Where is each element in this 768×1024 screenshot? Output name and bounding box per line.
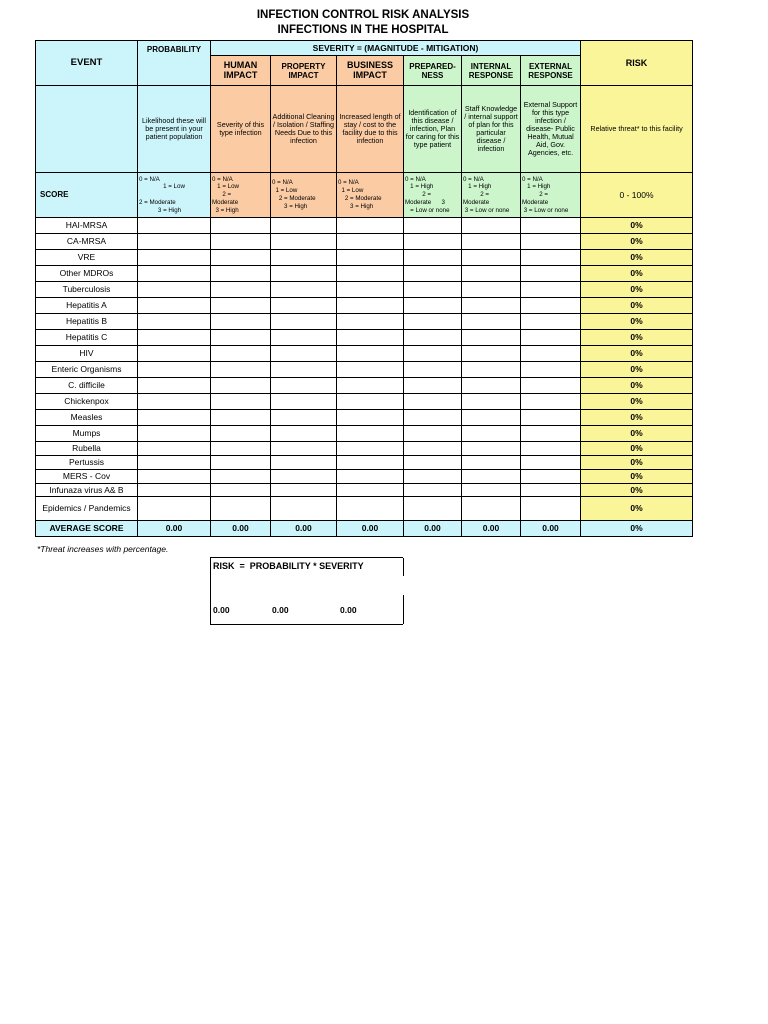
preparedness-score-cell[interactable] <box>404 234 462 250</box>
event-name: C. difficile <box>36 378 138 394</box>
risk-formula-box <box>210 557 403 625</box>
event-name: Enteric Organisms <box>36 362 138 378</box>
external-score-cell[interactable] <box>521 410 581 426</box>
property-score-cell[interactable] <box>271 426 337 442</box>
external-response-header: EXTERNAL RESPONSE <box>521 56 581 86</box>
human-score-cell[interactable] <box>211 378 271 394</box>
business-score-cell[interactable] <box>337 456 404 470</box>
property-score-cell[interactable] <box>271 218 337 234</box>
probability-score-cell[interactable] <box>138 362 211 378</box>
human-score-cell[interactable] <box>211 394 271 410</box>
average-preparedness-value: 0.00 <box>404 521 462 537</box>
probability-score-cell[interactable] <box>138 484 211 497</box>
property-score-cell[interactable] <box>271 250 337 266</box>
property-score-cell[interactable] <box>271 330 337 346</box>
business-score-cell[interactable] <box>337 282 404 298</box>
event-risk-value: 0% <box>581 410 693 426</box>
internal-score-cell[interactable] <box>462 362 521 378</box>
business-score-cell[interactable] <box>337 346 404 362</box>
business-score-cell[interactable] <box>337 378 404 394</box>
human-score-cell[interactable] <box>211 282 271 298</box>
property-score-cell[interactable] <box>271 378 337 394</box>
human-impact-header: HUMAN IMPACT <box>211 56 271 86</box>
event-name: Hepatitis C <box>36 330 138 346</box>
event-row <box>36 442 693 456</box>
internal-score-cell[interactable] <box>462 330 521 346</box>
event-name: Mumps <box>36 426 138 442</box>
probability-score-cell[interactable] <box>138 497 211 521</box>
preparedness-score-cell[interactable] <box>404 410 462 426</box>
event-row <box>36 426 693 442</box>
internal-score-cell[interactable] <box>462 266 521 282</box>
event-row <box>36 470 693 484</box>
human-score-cell[interactable] <box>211 266 271 282</box>
score-label: SCORE <box>36 173 138 218</box>
human-score-cell[interactable] <box>211 218 271 234</box>
event-risk-value: 0% <box>581 346 693 362</box>
event-name: Epidemics / Pandemics <box>36 497 138 521</box>
event-name: Hepatitis A <box>36 298 138 314</box>
event-name: VRE <box>36 250 138 266</box>
internal-response-header: INTERNAL RESPONSE <box>462 56 521 86</box>
preparedness-score-cell[interactable] <box>404 218 462 234</box>
average-internal-value: 0.00 <box>462 521 521 537</box>
business-score-cell[interactable] <box>337 497 404 521</box>
external-score-cell[interactable] <box>521 298 581 314</box>
business-score-cell[interactable] <box>337 234 404 250</box>
external-score-cell[interactable] <box>521 314 581 330</box>
preparedness-score-cell[interactable] <box>404 266 462 282</box>
severity-header: SEVERITY = (MAGNITUDE - MITIGATION) <box>211 41 581 56</box>
event-row <box>36 330 693 346</box>
business-score-cell[interactable] <box>337 266 404 282</box>
document-title: INFECTION CONTROL RISK ANALYSIS <box>256 9 470 21</box>
property-score-cell[interactable] <box>271 234 337 250</box>
internal-score-cell[interactable] <box>462 484 521 497</box>
external-score-cell[interactable] <box>521 362 581 378</box>
property-score-cell[interactable] <box>271 266 337 282</box>
event-risk-value: 0% <box>581 484 693 497</box>
human-score-cell[interactable] <box>211 442 271 456</box>
event-row <box>36 250 693 266</box>
business-score-cell[interactable] <box>337 484 404 497</box>
property-score-cell[interactable] <box>271 394 337 410</box>
preparedness-score-cell[interactable] <box>404 282 462 298</box>
probability-score-cell[interactable] <box>138 394 211 410</box>
external-score-cell[interactable] <box>521 394 581 410</box>
business-score-cell[interactable] <box>337 410 404 426</box>
formula-value-probability: 0.00 <box>272 605 289 615</box>
event-risk-value: 0% <box>581 314 693 330</box>
external-score-cell[interactable] <box>521 442 581 456</box>
event-risk-value: 0% <box>581 250 693 266</box>
event-name: Infunaza virus A& B <box>36 484 138 497</box>
event-header: EVENT <box>36 41 138 86</box>
preparedness-score-cell[interactable] <box>404 330 462 346</box>
event-risk-value: 0% <box>581 234 693 250</box>
property-score-cell[interactable] <box>271 484 337 497</box>
preparedness-description: Identification of this disease / infection, Plan for caring for this type patient <box>404 86 462 173</box>
internal-score-cell[interactable] <box>462 298 521 314</box>
event-risk-value: 0% <box>581 330 693 346</box>
preparedness-score-cell[interactable] <box>404 298 462 314</box>
event-row <box>36 497 693 521</box>
human-score-cell[interactable] <box>211 484 271 497</box>
external-score-cell[interactable] <box>521 330 581 346</box>
event-row <box>36 456 693 470</box>
preparedness-score-cell[interactable] <box>404 484 462 497</box>
business-score-cell[interactable] <box>337 442 404 456</box>
event-row <box>36 266 693 282</box>
external-score-cell[interactable] <box>521 346 581 362</box>
external-response-description: External Support for this type infection / disease- Public Health, Mutual Aid, Gov. Agencies, etc. <box>521 86 581 173</box>
internal-score-cell[interactable] <box>462 378 521 394</box>
human-score-cell[interactable] <box>211 234 271 250</box>
external-score-cell[interactable] <box>521 456 581 470</box>
internal-score-cell[interactable] <box>462 410 521 426</box>
event-row <box>36 298 693 314</box>
event-name: Other MDROs <box>36 266 138 282</box>
probability-score-cell[interactable] <box>138 470 211 484</box>
internal-score-cell[interactable] <box>462 470 521 484</box>
event-row <box>36 218 693 234</box>
internal-score-cell[interactable] <box>462 497 521 521</box>
external-response-scale: 0 = N/A 1 = High 2 = Moderate 3 = Low or none <box>521 173 581 218</box>
preparedness-score-cell[interactable] <box>404 362 462 378</box>
average-probability-value: 0.00 <box>138 521 211 537</box>
internal-score-cell[interactable] <box>462 442 521 456</box>
internal-score-cell[interactable] <box>462 234 521 250</box>
event-row <box>36 346 693 362</box>
external-score-cell[interactable] <box>521 470 581 484</box>
human-impact-description: Severity of this type infection <box>211 86 271 173</box>
probability-score-cell[interactable] <box>138 378 211 394</box>
event-risk-value: 0% <box>581 442 693 456</box>
event-row <box>36 282 693 298</box>
event-row <box>36 378 693 394</box>
property-score-cell[interactable] <box>271 282 337 298</box>
probability-scale: 0 = N/A 1 = Low 2 = Moderate 3 = High <box>138 173 211 218</box>
probability-score-cell[interactable] <box>138 314 211 330</box>
property-score-cell[interactable] <box>271 314 337 330</box>
event-name: Hepatitis B <box>36 314 138 330</box>
event-risk-value: 0% <box>581 470 693 484</box>
event-risk-value: 0% <box>581 266 693 282</box>
property-score-cell[interactable] <box>271 346 337 362</box>
average-risk-value: 0% <box>581 521 693 537</box>
human-score-cell[interactable] <box>211 410 271 426</box>
property-score-cell[interactable] <box>271 442 337 456</box>
event-risk-value: 0% <box>581 362 693 378</box>
event-name: HIV <box>36 346 138 362</box>
internal-response-scale: 0 = N/A 1 = High 2 = Moderate 3 = Low or none <box>462 173 521 218</box>
property-impact-description: Additional Cleaning / Isolation / Staffing Needs Due to this infection <box>271 86 337 173</box>
business-score-cell[interactable] <box>337 362 404 378</box>
business-score-cell[interactable] <box>337 314 404 330</box>
event-risk-value: 0% <box>581 497 693 521</box>
event-name: HAI-MRSA <box>36 218 138 234</box>
external-score-cell[interactable] <box>521 266 581 282</box>
average-property-value: 0.00 <box>271 521 337 537</box>
human-score-cell[interactable] <box>211 497 271 521</box>
business-impact-description: Increased length of stay / cost to the facility due to this infection <box>337 86 404 173</box>
internal-score-cell[interactable] <box>462 218 521 234</box>
probability-score-cell[interactable] <box>138 442 211 456</box>
probability-score-cell[interactable] <box>138 250 211 266</box>
event-name: Chickenpox <box>36 394 138 410</box>
property-score-cell[interactable] <box>271 362 337 378</box>
event-risk-value: 0% <box>581 218 693 234</box>
probability-score-cell[interactable] <box>138 456 211 470</box>
internal-score-cell[interactable] <box>462 394 521 410</box>
event-risk-value: 0% <box>581 298 693 314</box>
business-score-cell[interactable] <box>337 330 404 346</box>
preparedness-score-cell[interactable] <box>404 426 462 442</box>
preparedness-score-cell[interactable] <box>404 442 462 456</box>
external-score-cell[interactable] <box>521 426 581 442</box>
probability-score-cell[interactable] <box>138 410 211 426</box>
external-score-cell[interactable] <box>521 218 581 234</box>
business-score-cell[interactable] <box>337 218 404 234</box>
event-row <box>36 362 693 378</box>
business-score-cell[interactable] <box>337 298 404 314</box>
probability-score-cell[interactable] <box>138 330 211 346</box>
risk-scale: 0 - 100% <box>581 173 693 218</box>
property-score-cell[interactable] <box>271 497 337 521</box>
business-impact-header: BUSINESS IMPACT <box>337 56 404 86</box>
event-name: Tuberculosis <box>36 282 138 298</box>
event-risk-value: 0% <box>581 282 693 298</box>
business-score-cell[interactable] <box>337 426 404 442</box>
probability-score-cell[interactable] <box>138 282 211 298</box>
human-score-cell[interactable] <box>211 362 271 378</box>
event-risk-value: 0% <box>581 456 693 470</box>
probability-score-cell[interactable] <box>138 234 211 250</box>
property-impact-scale: 0 = N/A 1 = Low 2 = Moderate 3 = High <box>271 173 337 218</box>
average-score-row <box>36 521 693 537</box>
event-description-blank <box>36 86 138 173</box>
external-score-cell[interactable] <box>521 378 581 394</box>
human-score-cell[interactable] <box>211 314 271 330</box>
document-subtitle: INFECTIONS IN THE HOSPITAL <box>277 24 449 36</box>
formula-value-severity: 0.00 <box>340 605 357 615</box>
preparedness-score-cell[interactable] <box>404 456 462 470</box>
human-impact-scale: 0 = N/A 1 = Low 2 = Moderate 3 = High <box>211 173 271 218</box>
event-row <box>36 314 693 330</box>
risk-analysis-table <box>35 40 693 537</box>
event-name: Rubella <box>36 442 138 456</box>
internal-score-cell[interactable] <box>462 426 521 442</box>
event-name: Pertussis <box>36 456 138 470</box>
human-score-cell[interactable] <box>211 346 271 362</box>
external-score-cell[interactable] <box>521 497 581 521</box>
event-name: Measles <box>36 410 138 426</box>
average-score-label: AVERAGE SCORE <box>36 521 138 537</box>
business-impact-scale: 0 = N/A 1 = Low 2 = Moderate 3 = High <box>337 173 404 218</box>
event-risk-value: 0% <box>581 378 693 394</box>
property-score-cell[interactable] <box>271 456 337 470</box>
human-score-cell[interactable] <box>211 298 271 314</box>
preparedness-score-cell[interactable] <box>404 378 462 394</box>
business-score-cell[interactable] <box>337 470 404 484</box>
event-row <box>36 234 693 250</box>
human-score-cell[interactable] <box>211 250 271 266</box>
internal-score-cell[interactable] <box>462 456 521 470</box>
internal-score-cell[interactable] <box>462 250 521 266</box>
preparedness-score-cell[interactable] <box>404 470 462 484</box>
human-score-cell[interactable] <box>211 426 271 442</box>
event-risk-value: 0% <box>581 426 693 442</box>
probability-score-cell[interactable] <box>138 218 211 234</box>
footnote: *Threat increases with percentage. <box>37 544 169 554</box>
event-risk-value: 0% <box>581 394 693 410</box>
average-business-value: 0.00 <box>337 521 404 537</box>
preparedness-score-cell[interactable] <box>404 497 462 521</box>
preparedness-header: PREPARED- NESS <box>404 56 462 86</box>
risk-formula-label: RISK = PROBABILITY * SEVERITY <box>213 561 364 571</box>
external-score-cell[interactable] <box>521 282 581 298</box>
human-score-cell[interactable] <box>211 456 271 470</box>
probability-description: Likelihood these will be present in your patient population <box>138 86 211 173</box>
risk-header: RISK <box>581 41 693 86</box>
event-row <box>36 394 693 410</box>
event-row <box>36 484 693 497</box>
probability-score-cell[interactable] <box>138 346 211 362</box>
risk-description: Relative threat* to this facility <box>581 86 693 173</box>
business-score-cell[interactable] <box>337 250 404 266</box>
preparedness-score-cell[interactable] <box>404 250 462 266</box>
human-score-cell[interactable] <box>211 330 271 346</box>
preparedness-score-cell[interactable] <box>404 394 462 410</box>
probability-score-cell[interactable] <box>138 266 211 282</box>
external-score-cell[interactable] <box>521 250 581 266</box>
event-name: CA-MRSA <box>36 234 138 250</box>
internal-score-cell[interactable] <box>462 314 521 330</box>
property-score-cell[interactable] <box>271 410 337 426</box>
probability-header: PROBABILITY <box>138 41 211 86</box>
external-score-cell[interactable] <box>521 234 581 250</box>
preparedness-score-cell[interactable] <box>404 346 462 362</box>
preparedness-score-cell[interactable] <box>404 314 462 330</box>
property-score-cell[interactable] <box>271 470 337 484</box>
property-impact-header: PROPERTY IMPACT <box>271 56 337 86</box>
event-name: MERS - Cov <box>36 470 138 484</box>
internal-response-description: Staff Knowledge / internal support of plan for this particular disease / infection <box>462 86 521 173</box>
event-row <box>36 410 693 426</box>
internal-score-cell[interactable] <box>462 346 521 362</box>
property-score-cell[interactable] <box>271 298 337 314</box>
business-score-cell[interactable] <box>337 394 404 410</box>
internal-score-cell[interactable] <box>462 282 521 298</box>
external-score-cell[interactable] <box>521 484 581 497</box>
average-external-value: 0.00 <box>521 521 581 537</box>
human-score-cell[interactable] <box>211 470 271 484</box>
preparedness-scale: 0 = N/A 1 = High 2 = Moderate 3 = Low or none <box>404 173 462 218</box>
probability-score-cell[interactable] <box>138 426 211 442</box>
average-human-value: 0.00 <box>211 521 271 537</box>
formula-value-risk: 0.00 <box>213 605 230 615</box>
probability-score-cell[interactable] <box>138 298 211 314</box>
